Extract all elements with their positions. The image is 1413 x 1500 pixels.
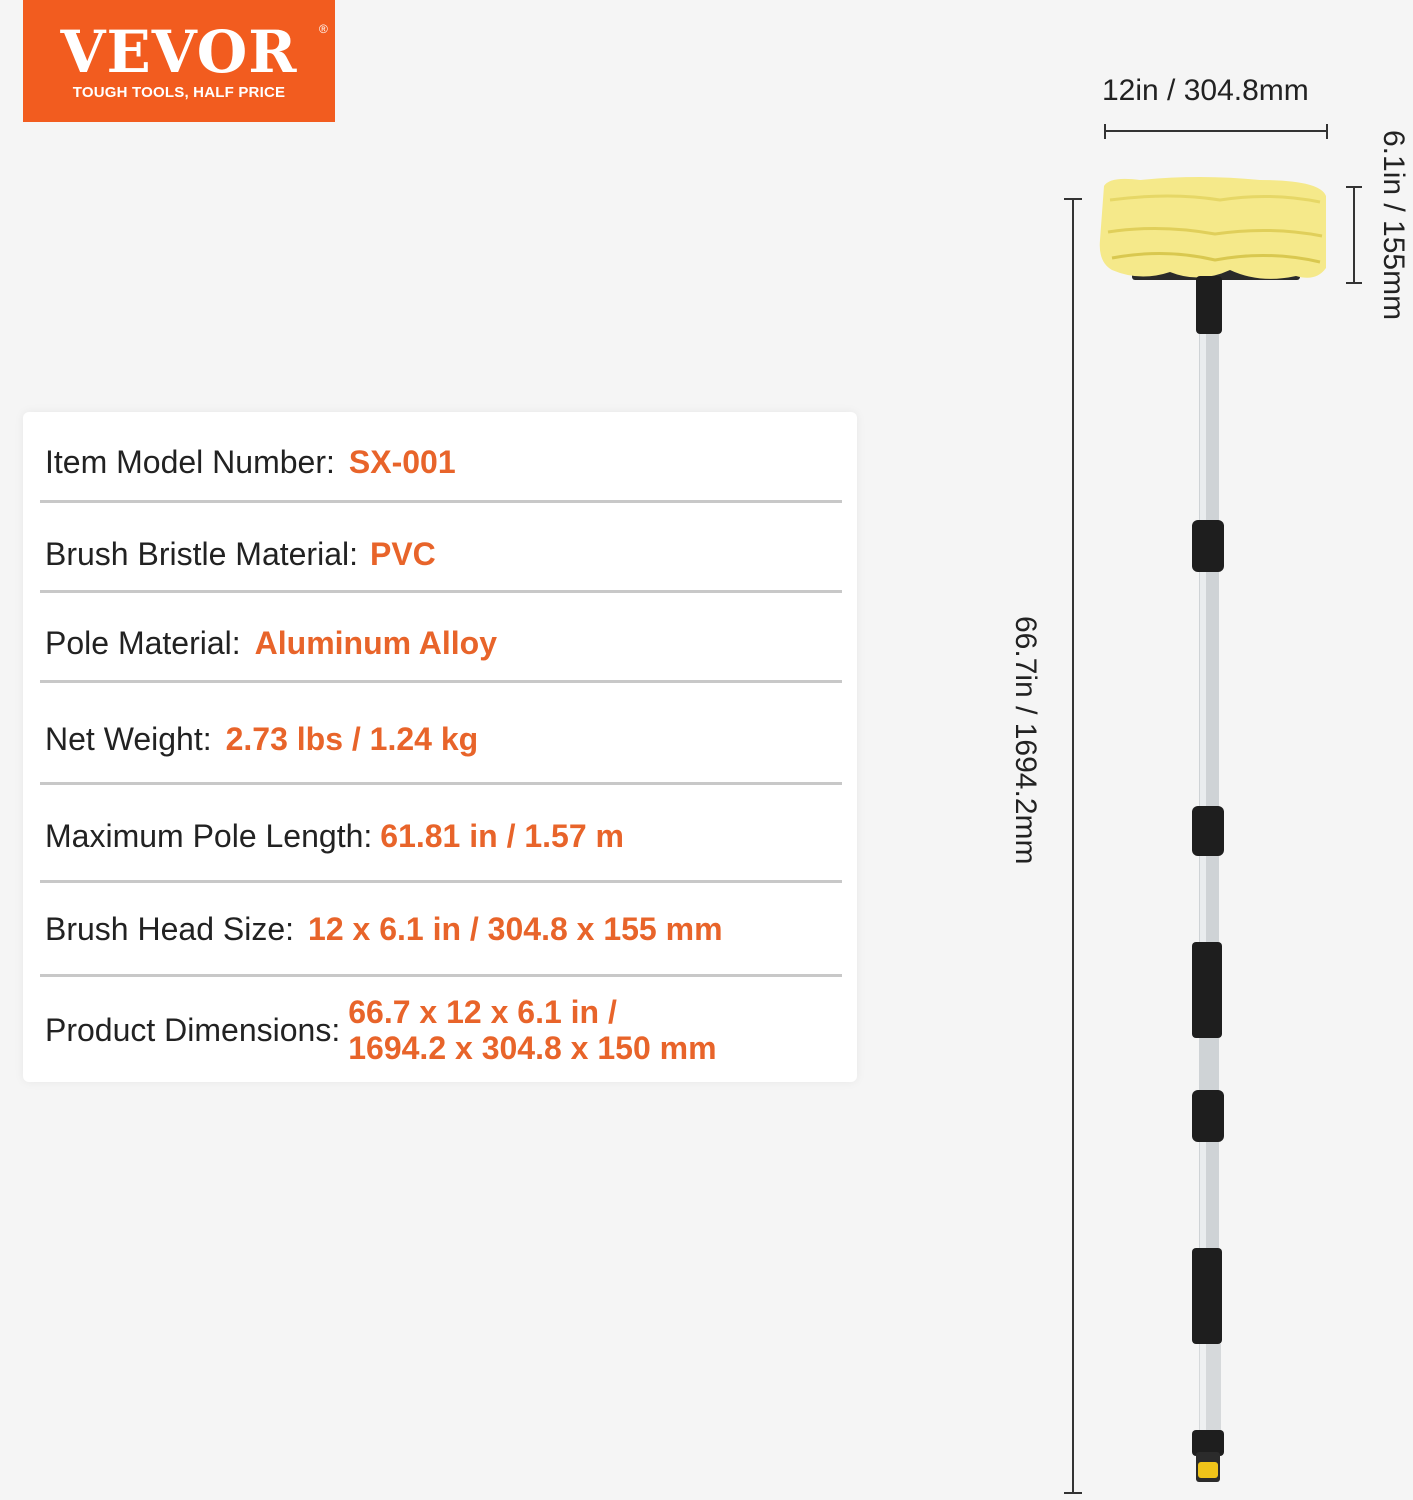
telescopic-pole (1192, 334, 1224, 1482)
spec-label: Pole Material: (45, 625, 241, 661)
spec-label: Brush Head Size: (45, 911, 295, 947)
spec-value: 2.73 lbs / 1.24 kg (225, 721, 479, 757)
width-dimension-label: 12in / 304.8mm (1102, 74, 1309, 107)
spec-value: SX-001 (348, 444, 456, 480)
spec-label: Brush Bristle Material: (45, 536, 358, 572)
spec-value: 12 x 6.1 in / 304.8 x 155 mm (308, 911, 723, 947)
brush-head (1100, 177, 1326, 334)
spec-value-line2: 1694.2 x 304.8 x 150 mm (348, 1030, 717, 1066)
logo-registered-mark: ® (319, 22, 328, 36)
logo-brand: VEVOR (60, 18, 298, 86)
spec-value: Aluminum Alloy (254, 625, 498, 661)
spec-label: Net Weight: (45, 721, 212, 757)
spec-label: Maximum Pole Length: (45, 818, 373, 854)
spec-value: PVC (369, 536, 436, 572)
spec-value-line1: 66.7 x 12 x 6.1 in / (348, 994, 617, 1030)
height-dimension-label: 6.1in / 155mm (1377, 130, 1410, 321)
spec-label: Item Model Number: (45, 444, 335, 480)
spec-value: 61.81 in / 1.57 m (380, 818, 624, 854)
logo-tagline: TOUGH TOOLS, HALF PRICE (72, 84, 286, 101)
length-dimension-label: 66.7in / 1694.2mm (1009, 616, 1042, 865)
spec-label: Product Dimensions: (45, 1011, 341, 1048)
